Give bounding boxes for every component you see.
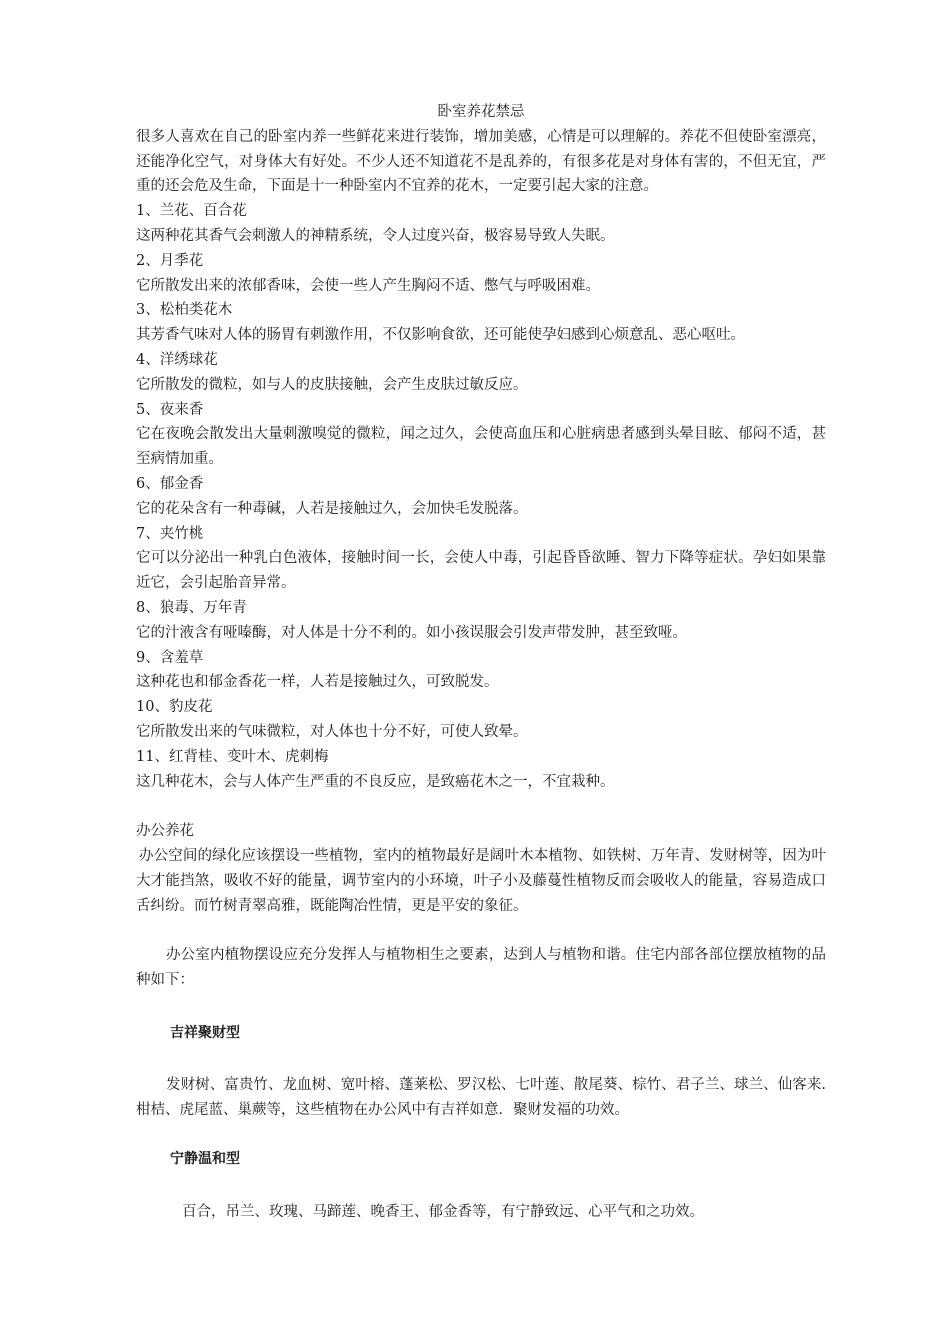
flower-description: 它的汁液含有哑嗪酶，对人体是十分不利的。如小孩误服会引发声带发肿，甚至致哑。 <box>136 624 687 641</box>
type1-heading: 吉祥聚财型 <box>170 1024 240 1041</box>
office-paragraph-2: 办公室内植物摆设应充分发挥人与植物相生之要素，达到人与植物和谐。住宅内部各部位摆放植物的品种如下： <box>136 947 826 988</box>
spacer <box>136 794 826 819</box>
flower-description: 它的花朵含有一种毒碱，人若是接触过久，会加快毛发脱落。 <box>136 500 528 517</box>
office-heading: 办公养花 <box>136 823 194 840</box>
flower-heading: 1、兰花、百合花 <box>136 203 247 220</box>
document-page <box>136 100 826 1225</box>
flower-description: 它在夜晚会散发出大量刺激嗅觉的微粒，闻之过久，会使高血压和心脏病患者感到头晕目眩、郁闷不适，甚至病情加重。 <box>136 426 826 468</box>
flower-heading: 11、红背桂、变叶木、虎刺梅 <box>136 748 329 765</box>
flower-description: 它可以分泌出一种乳白色液体，接触时间一长，会使人中毒，引起昏昏欲睡、智力下降等症状。孕妇如果靠近它，会引起胎音异常。 <box>136 550 826 592</box>
flower-heading: 2、月季花 <box>136 252 204 269</box>
type2-heading: 宁静温和型 <box>170 1151 240 1168</box>
type1-paragraph: 发财树、富贵竹、龙血树、宽叶榕、蓬莱松、罗汉松、七叶莲、散尾葵、棕竹、君子兰、球兰、仙客来.柑桔、虎尾蓝、巢蕨等，这些植物在办公风中有吉祥如意．聚财发福的功效。 <box>136 1077 826 1119</box>
flower-description: 这两种花其香气会刺激人的神精系统，令人过度兴奋，极容易导致人失眠。 <box>136 227 615 244</box>
spacer <box>136 918 826 943</box>
flower-heading: 6、郁金香 <box>136 475 204 492</box>
type2-paragraph: 百合，吊兰、玫瑰、马蹄莲、晚香王、郁金香等，有宁静致远、心平气和之功效。 <box>182 1203 704 1220</box>
flower-heading: 7、夹竹桃 <box>136 525 204 542</box>
flower-description: 它所散发出来的气味微粒，对人体也十分不好，可使人致晕。 <box>136 723 528 740</box>
spacer <box>136 993 826 1021</box>
flower-description: 它所散发出来的浓郁香味，会使一些人产生胸闷不适、憋气与呼吸困难。 <box>136 277 600 294</box>
flower-heading: 5、夜来香 <box>136 401 204 418</box>
flower-description: 这种花也和郁金香花一样，人若是接触过久，可致脱发。 <box>136 674 499 691</box>
intro-paragraph: 很多人喜欢在自己的卧室内养一些鲜花来进行装饰，增加美感，心情是可以理解的。养花不但使卧室漂亮，还能净化空气，对身体大有好处。不少人还不知道花不是乱养的，有很多花是对身体有害的，不但无宜，严重的还会危及生命，下面是十一种卧室内不宜养的花木，一定要引起大家的注意。 <box>136 128 826 195</box>
document-title: 卧室养花禁忌 <box>437 104 525 120</box>
spacer <box>136 1045 826 1073</box>
flower-heading: 10、豹皮花 <box>136 699 213 716</box>
flower-description: 其芳香气味对人体的肠胃有刺激作用，不仅影响食欲，还可能使孕妇感到心烦意乱、恶心呕吐。 <box>136 327 745 344</box>
flower-heading: 3、松柏类花木 <box>136 302 233 319</box>
office-paragraph-1: 办公空间的绿化应该摆设一些植物，室内的植物最好是阔叶木本植物、如铁树、万年青、发财树等，因为叶大才能挡煞，吸收不好的能量，调节室内的小环境，叶子小及藤蔓性植物反而会吸收人的能量，容易造成口舌纠纷。而竹树青翠高雅，既能陶冶性情，更是平安的象征。 <box>136 847 826 914</box>
spacer <box>136 1123 826 1147</box>
spacer <box>136 1172 826 1200</box>
flower-description: 这几种花木，会与人体产生严重的不良反应，是致癌花木之一，不宜栽种。 <box>136 773 615 790</box>
flower-heading: 9、含羞草 <box>136 649 204 666</box>
flower-list <box>136 199 826 794</box>
flower-heading: 8、狼毒、万年青 <box>136 599 247 616</box>
flower-description: 它所散发的微粒，如与人的皮肤接触，会产生皮肤过敏反应。 <box>136 376 528 393</box>
flower-heading: 4、洋绣球花 <box>136 351 218 368</box>
